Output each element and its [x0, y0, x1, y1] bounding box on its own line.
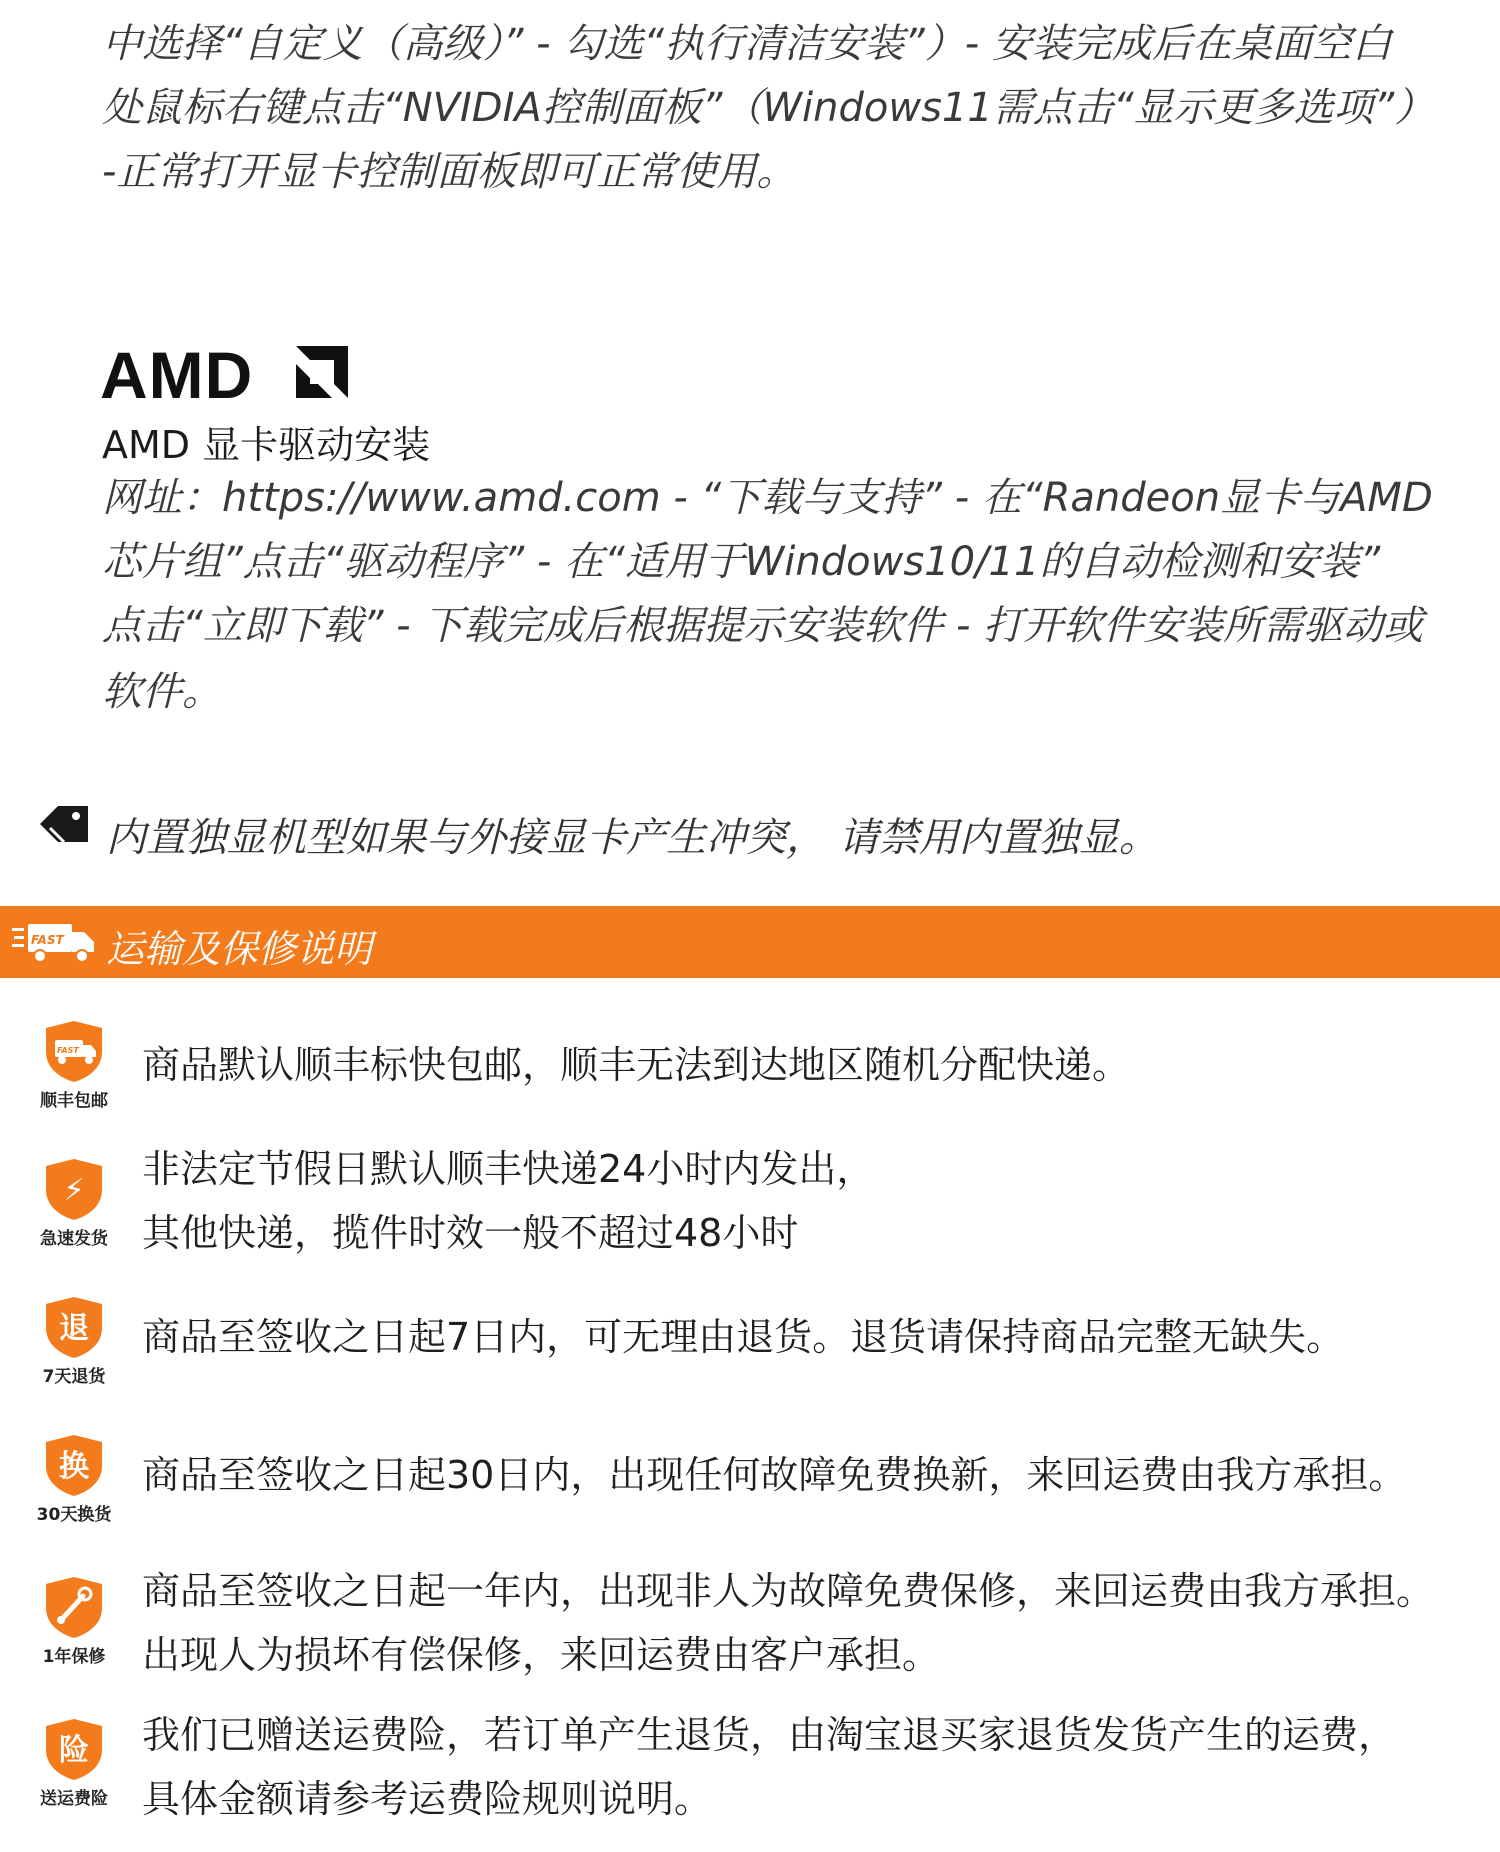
service-caption: 7天退货 — [42, 1367, 106, 1387]
delivery-truck-shield-icon — [32, 1018, 116, 1111]
service-caption: 顺丰包邮 — [40, 1091, 108, 1111]
shield-glyph: 换 — [59, 1449, 89, 1484]
lightning-shield-icon — [32, 1156, 116, 1249]
service-text: 我们已赠送运费险，若订单产生退货，由淘宝退买家退货发货产生的运费， — [142, 1713, 1397, 1757]
tag-icon — [36, 802, 92, 850]
service-text: 商品至签收之日起30日内，出现任何故障免费换新，来回运费由我方承担。 — [142, 1453, 1407, 1497]
return-shield-icon — [32, 1294, 116, 1387]
nvidia-line: 中选择“自定义（高级）” - 勾选“执行清洁安装”）- 安装完成后在桌面空白 — [102, 21, 1392, 67]
insurance-shield-icon — [32, 1716, 116, 1809]
amd-line: 网址：https://www.amd.com - “下载与支持” - 在“Randeon显卡与AMD — [102, 475, 1433, 521]
shield-glyph: ⚡ — [63, 1173, 85, 1208]
shield-glyph: 险 — [59, 1733, 89, 1768]
service-text: 其他快递，揽件时效一般不超过48小时 — [142, 1211, 799, 1255]
shield-glyph: 退 — [59, 1311, 89, 1346]
service-caption: 送运费险 — [40, 1789, 108, 1809]
service-text: 商品至签收之日起一年内，出现非人为故障免费保修，来回运费由我方承担。 — [142, 1569, 1435, 1613]
nvidia-line: -正常打开显卡控制面板即可正常使用。 — [102, 149, 797, 195]
service-text: 出现人为损坏有偿保修，来回运费由客户承担。 — [142, 1633, 941, 1677]
fast-delivery-truck-icon — [12, 920, 96, 970]
amd-line: 芯片组”点击“驱动程序” - 在“适用于Windows10/11的自动检测和安装” — [102, 539, 1381, 585]
service-text: 非法定节假日默认顺丰快递24小时内发出， — [142, 1147, 875, 1191]
exchange-shield-icon — [32, 1432, 116, 1525]
amd-section-title: AMD 显卡驱动安装 — [102, 423, 431, 467]
service-text: 商品至签收之日起7日内，可无理由退货。退货请保持商品完整无缺失。 — [142, 1315, 1345, 1359]
fast-label: FAST — [31, 933, 64, 947]
amd-logo — [100, 342, 360, 408]
banner-title: 运输及保修说明 — [106, 927, 373, 971]
shipping-warranty-banner — [0, 906, 1500, 978]
amd-line: 点击“立即下载” - 下载完成后根据提示安装软件 - 打开软件安装所需驱动或 — [102, 603, 1424, 649]
amd-logo-text: AMD — [100, 342, 254, 404]
service-text: 商品默认顺丰标快包邮，顺丰无法到达地区随机分配快递。 — [142, 1043, 1131, 1087]
service-text: 具体金额请参考运费险规则说明。 — [142, 1777, 713, 1821]
service-caption: 1年保修 — [42, 1647, 106, 1667]
shield-glyph: FAST — [57, 1046, 79, 1055]
service-caption: 30天换货 — [36, 1505, 112, 1525]
wrench-shield-icon — [32, 1574, 116, 1667]
service-caption: 急速发货 — [40, 1229, 108, 1249]
nvidia-line: 处鼠标右键点击“NVIDIA控制面板”（Windows11需点击“显示更多选项”） — [102, 85, 1435, 131]
note-text: 内置独显机型如果与外接显卡产生冲突， 请禁用内置独显。 — [106, 815, 1159, 861]
amd-line: 软件。 — [102, 669, 222, 715]
